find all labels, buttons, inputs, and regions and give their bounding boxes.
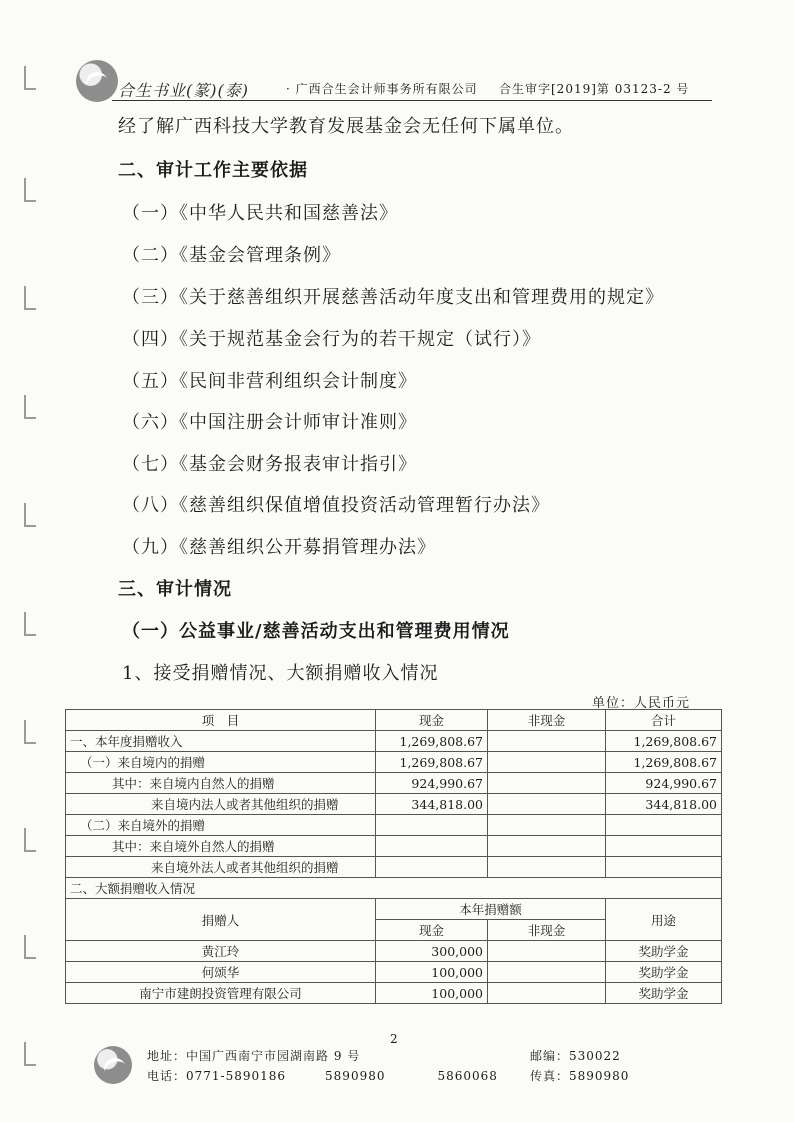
basis-item-5: （五）《民间非营利组织会计制度》 bbox=[122, 371, 417, 392]
col-header-purpose: 用途 bbox=[606, 899, 722, 941]
table-row bbox=[66, 794, 722, 815]
report-reference: 合生审字[2019]第 03123-2 号 bbox=[499, 82, 690, 96]
table-row bbox=[66, 731, 722, 752]
cash-cell: 1,269,808.67 bbox=[376, 731, 488, 752]
footer-logo-icon bbox=[94, 1046, 132, 1084]
col-header-cash: 现金 bbox=[376, 710, 488, 731]
noncash-cell bbox=[488, 794, 606, 815]
noncash-cell bbox=[488, 815, 606, 836]
page-number: 2 bbox=[390, 1032, 398, 1046]
donor-purpose: 奖助学金 bbox=[606, 941, 722, 962]
noncash-cell bbox=[488, 773, 606, 794]
donor-name: 何颂华 bbox=[66, 962, 376, 983]
donor-noncash bbox=[488, 983, 606, 1004]
cash-cell: 344,818.00 bbox=[376, 794, 488, 815]
row-label: 其中：来自境内自然人的捐赠 bbox=[66, 773, 376, 794]
basis-item-7: （七）《基金会财务报表审计指引》 bbox=[122, 454, 417, 475]
total-cell: 344,818.00 bbox=[606, 794, 722, 815]
row-label: （一）来自境内的捐赠 bbox=[66, 752, 376, 773]
col-header-item: 项 目 bbox=[66, 710, 376, 731]
cash-cell: 924,990.67 bbox=[376, 773, 488, 794]
cash-cell: 1,269,808.67 bbox=[376, 752, 488, 773]
donor-purpose: 奖助学金 bbox=[606, 962, 722, 983]
table-row bbox=[66, 773, 722, 794]
footer-postcode: 邮编：530022 bbox=[530, 1049, 621, 1063]
basis-item-4: （四）《关于规范基金会行为的若干规定（试行）》 bbox=[122, 329, 541, 350]
footer-phone: 电话：0771-5890186 5890980 5860068 bbox=[147, 1069, 498, 1083]
binder-mark bbox=[24, 612, 36, 636]
noncash-cell bbox=[488, 836, 606, 857]
cash-cell bbox=[376, 857, 488, 878]
row-label: 一、本年度捐赠收入 bbox=[66, 731, 376, 752]
donor-row bbox=[66, 962, 722, 983]
table-header-row bbox=[66, 710, 722, 731]
intro-paragraph: 经了解广西科技大学教育发展基金会无任何下属单位。 bbox=[118, 116, 574, 137]
donor-name: 南宁市建朗投资管理有限公司 bbox=[66, 983, 376, 1004]
table-row bbox=[66, 752, 722, 773]
col-header-large-cash: 现金 bbox=[376, 920, 488, 941]
subsection-1-title: （一）公益事业/慈善活动支出和管理费用情况 bbox=[122, 621, 510, 642]
col-header-total: 合计 bbox=[606, 710, 722, 731]
col-header-large-noncash: 非现金 bbox=[488, 920, 606, 941]
total-cell: 1,269,808.67 bbox=[606, 731, 722, 752]
large-header-row bbox=[66, 899, 722, 920]
table-row bbox=[66, 836, 722, 857]
cash-cell bbox=[376, 815, 488, 836]
footer-address: 地址：中国广西南宁市园湖南路 9 号 bbox=[147, 1049, 361, 1063]
firm-logo-icon bbox=[76, 60, 118, 102]
binder-mark bbox=[24, 286, 36, 310]
donor-noncash bbox=[488, 962, 606, 983]
col-header-amount: 本年捐赠额 bbox=[376, 899, 606, 920]
section-2-title: 二、审计工作主要依据 bbox=[118, 160, 308, 181]
header-divider bbox=[112, 100, 712, 101]
binder-mark bbox=[24, 66, 36, 90]
donor-row bbox=[66, 983, 722, 1004]
donor-name: 黄江玲 bbox=[66, 941, 376, 962]
col-header-donor: 捐赠人 bbox=[66, 899, 376, 941]
total-cell bbox=[606, 836, 722, 857]
basis-item-9: （九）《慈善组织公开募捐管理办法》 bbox=[122, 537, 436, 558]
table-row bbox=[66, 857, 722, 878]
noncash-cell bbox=[488, 857, 606, 878]
large-donation-title: 二、大额捐赠收入情况 bbox=[66, 878, 722, 899]
basis-item-2: （二）《基金会管理条例》 bbox=[122, 245, 341, 266]
donor-row bbox=[66, 941, 722, 962]
binder-mark bbox=[24, 828, 36, 852]
row-label: 其中：来自境外自然人的捐赠 bbox=[66, 836, 376, 857]
donor-cash: 100,000 bbox=[376, 962, 488, 983]
cash-cell bbox=[376, 836, 488, 857]
section-3-title: 三、审计情况 bbox=[118, 579, 232, 600]
total-cell bbox=[606, 857, 722, 878]
donor-noncash bbox=[488, 941, 606, 962]
row-label: （二）来自境外的捐赠 bbox=[66, 815, 376, 836]
large-donation-title-row bbox=[66, 878, 722, 899]
firm-name: · 广西合生会计师事务所有限公司 bbox=[286, 82, 478, 96]
binder-mark bbox=[24, 503, 36, 527]
row-label: 来自境外法人或者其他组织的捐赠 bbox=[66, 857, 376, 878]
binder-mark bbox=[24, 1042, 36, 1066]
donor-cash: 100,000 bbox=[376, 983, 488, 1004]
brand-script: 合生书业(篆)(泰) bbox=[118, 81, 249, 100]
col-header-noncash: 非现金 bbox=[488, 710, 606, 731]
footer-fax: 传真：5890980 bbox=[530, 1069, 630, 1083]
table-row bbox=[66, 815, 722, 836]
donor-purpose: 奖助学金 bbox=[606, 983, 722, 1004]
donation-table bbox=[65, 709, 722, 1004]
total-cell: 924,990.67 bbox=[606, 773, 722, 794]
binder-mark bbox=[24, 178, 36, 202]
item-1-title: 1、接受捐赠情况、大额捐赠收入情况 bbox=[122, 663, 439, 684]
basis-item-3: （三）《关于慈善组织开展慈善活动年度支出和管理费用的规定》 bbox=[122, 287, 664, 308]
row-label: 来自境内法人或者其他组织的捐赠 bbox=[66, 794, 376, 815]
basis-item-1: （一）《中华人民共和国慈善法》 bbox=[122, 203, 398, 224]
binder-mark bbox=[24, 935, 36, 959]
total-cell bbox=[606, 815, 722, 836]
noncash-cell bbox=[488, 731, 606, 752]
basis-item-6: （六）《中国注册会计师审计准则》 bbox=[122, 412, 417, 433]
binder-mark bbox=[24, 395, 36, 419]
basis-item-8: （八）《慈善组织保值增值投资活动管理暂行办法》 bbox=[122, 495, 550, 516]
noncash-cell bbox=[488, 752, 606, 773]
total-cell: 1,269,808.67 bbox=[606, 752, 722, 773]
donor-cash: 300,000 bbox=[376, 941, 488, 962]
binder-mark bbox=[24, 720, 36, 744]
currency-unit: 单位：人民币元 bbox=[592, 696, 691, 711]
